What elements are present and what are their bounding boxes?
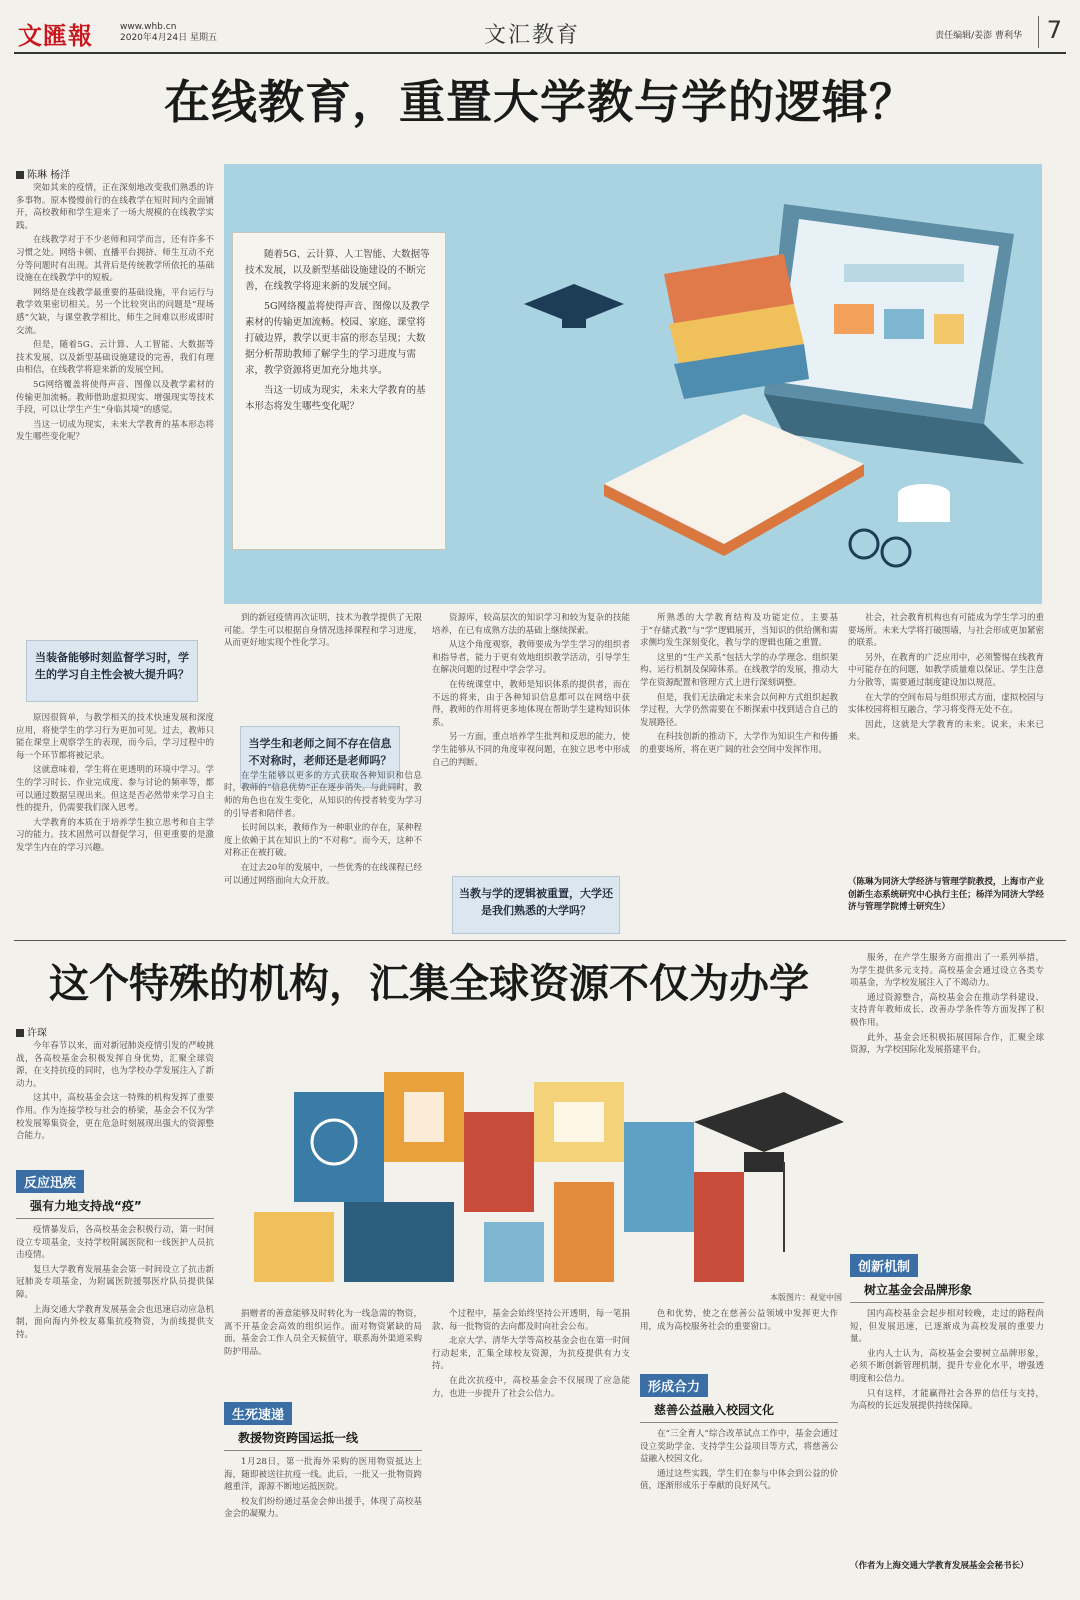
mortarboard-shape <box>694 1092 844 1152</box>
paragraph: 长时间以来，教师作为一种职业的存在，某种程度上依赖于其在知识上的“不对称”。而今天，这种不对称正在被打破。 <box>224 823 422 859</box>
paragraph: 因此，这就是大学教育的未来。说来，未来已来。 <box>848 719 1044 743</box>
paragraph: 在此次抗疫中，高校基金会不仅展现了应急能力，也进一步提升了社会公信力。 <box>432 1375 630 1399</box>
paragraph: 突如其来的疫情，正在深刻地改变我们熟悉的许多事物。原本慢慢前行的在线教学在短时间内全面铺开，高校教师和学生迎来了一场大规模的在线教学实践。 <box>16 183 214 231</box>
masthead <box>14 14 1066 54</box>
intro-paragraph: 随着5G、云计算、人工智能、大数据等技术发展，以及新型基础设施建设的不断完善，在线教学将迎来新的发展空间。 <box>245 249 430 292</box>
paragraph: 此外，基金会还积极拓展国际合作，汇聚全球资源，为学校国际化发展搭建平台。 <box>850 1032 1044 1056</box>
article2-column-d <box>640 1428 838 1590</box>
paragraph: 在学生能够以更多的方式获取各种知识和信息时，教师的“信息优势”正在逐步消失。与此同时，教师的角色也在发生变化，从知识的传授者转变为学习的引导者和陪伴者。 <box>224 770 422 819</box>
article2-column-right <box>850 952 1044 1242</box>
editors-credit: 责任编辑/姜澎 曹利华 <box>935 31 1022 41</box>
section-subtitle: 教援物资跨国运抵一线 <box>224 1429 422 1451</box>
section-subtitle: 树立基金会品牌形象 <box>850 1281 1044 1303</box>
paragraph: 大学教育的本质在于培养学生独立思考和自主学习的能力。技术固然可以督促学习，但更重要的是激发学生内在的学习兴趣。 <box>16 817 214 853</box>
paragraph: 资源库，较高层次的知识学习和较为复杂的技能培养，在已有成熟方法的基础上继续探索。 <box>432 613 630 636</box>
pull-quote: 当学生和老师之间不存在信息不对称时，老师还是老师吗？ <box>240 726 400 788</box>
article1-column-e <box>640 612 838 932</box>
article2-column-right-b <box>850 1308 1044 1548</box>
paragraph: 通过这些实践，学生们在参与中体会到公益的价值，逐渐形成乐于奉献的良好风气。 <box>640 1468 838 1492</box>
section-header <box>640 1374 838 1423</box>
paragraph: 这里的“生产关系”包括大学的办学理念、组织架构、运行机制及保障体系。在线教学的发展，推动大学在资源配置和管理方式上进行深刻调整。 <box>640 652 838 688</box>
pull-quote: 当装备能够时刻监督学习时，学生的学习自主性会被大提升吗？ <box>26 640 198 702</box>
article2-headline: 这个特殊的机构，汇集全球资源不仅为办学 <box>49 960 809 1007</box>
issue-date: 2020年4月24日 星期五 <box>120 33 217 43</box>
paragraph: 这其中，高校基金会这一特殊的机构发挥了重要作用。作为连接学校与社会的桥梁，基金会不仅为学校发展筹集资金，更在危急时刻展现出强大的资源整合能力。 <box>16 1093 214 1142</box>
site-url: www.whb.cn <box>120 22 177 32</box>
paragraph: 这就意味着，学生将在更透明的环境中学习。学生的学习时长、作业完成度、参与讨论的频率等，都可以通过数据呈现出来。但这是否必然带来学习自主性的提升，仍需要我们深入思考。 <box>16 765 214 814</box>
paragraph: 业内人士认为，高校基金会要树立品牌形象，必须不断创新管理机制，提升专业化水平，增强透明度和公信力。 <box>850 1348 1044 1384</box>
newspaper-logo: 文匯報 <box>18 21 93 50</box>
paragraph: 只有这样，才能赢得社会各界的信任与支持，为高校的长远发展提供持续保障。 <box>850 1388 1044 1412</box>
paragraph: 在过去20年的发展中，一些优秀的在线课程已经可以通过网络面向大众开放。 <box>224 862 422 886</box>
section-subtitle: 慈善公益融入校园文化 <box>640 1401 838 1423</box>
section-tag: 形成合力 <box>640 1374 708 1397</box>
section-tag: 生死速递 <box>224 1402 292 1425</box>
paragraph: 在“三全育人”综合改革试点工作中，基金会通过设立奖助学金、支持学生公益项目等方式，将慈善公益融入校园文化。 <box>640 1429 838 1465</box>
paragraph: 在科技创新的推动下，大学作为知识生产和传播的重要场所，将在更广阔的社会空间中发挥作用。 <box>640 732 838 755</box>
paragraph: 色和优势，使之在慈善公益领域中发挥更大作用，成为高校服务社会的重要窗口。 <box>640 1309 838 1332</box>
paragraph: 国内高校基金会起步相对较晚，走过的路程尚短，但发展迅速，已逐渐成为高校发展的重要力量。 <box>850 1309 1044 1345</box>
paragraph: 所熟悉的大学教育结构及功能定位，主要基于“存储式教”与“学”逻辑展开，当知识的供给侧和需求侧均发生深刻变化，教与学的逻辑也随之重置。 <box>640 613 838 649</box>
article1-column-f <box>848 612 1044 872</box>
section-tag: 反应迅疾 <box>16 1170 84 1193</box>
article2-column-b-top <box>224 1308 422 1388</box>
paragraph: 疫情暴发后，各高校基金会积极行动，第一时间设立专项基金，支持学校附属医院和一线医护人员抗击疫情。 <box>16 1225 214 1261</box>
paragraph: 但是，随着5G、云计算、人工智能、大数据等技术发展，以及新型基础设施建设的完善，我们有理由相信，在线教学将迎来新的发展空间。 <box>16 340 214 376</box>
paragraph: 另外，在教育的广泛应用中，必须警惕在线教育中可能存在的问题，如教学质量难以保证、学生注意力分散等，需要通过制度建设加以规范。 <box>848 652 1044 688</box>
paragraph: 原因很简单，与教学相关的技术快速发展和深度应用，将使学生的学习行为更加可见。过去，教师只能在课堂上观察学生的表现，而今后，学习过程中的每一个环节都将被记录。 <box>16 713 214 761</box>
article-separator <box>14 940 1066 941</box>
section-header <box>224 1402 422 1451</box>
section-title: 文汇教育 <box>484 23 581 48</box>
paragraph: 北京大学、清华大学等高校基金会也在第一时间行动起来，汇集全球校友资源，为抗疫提供有力支持。 <box>432 1336 630 1372</box>
article2-column-c <box>432 1308 630 1590</box>
section-tag: 创新机制 <box>850 1254 918 1277</box>
article2-column-b <box>224 1456 422 1590</box>
paragraph: 在传统课堂中，教师是知识体系的提供者，而在不远的将来，由于各种知识信息都可以在网络中获得，教师的作用将更多地体现在帮助学生建构知识体系。 <box>432 679 630 728</box>
paragraph: 在线教学对于不少老师和同学而言，还有许多不习惯之处。网络卡顿、直播平台拥挤、师生互动不充分等问题时有出现。其背后是传统教学所依托的基础设施在在线教学中的短板。 <box>16 235 214 284</box>
paragraph: 从这个角度观察，教师要成为学生学习的组织者和指导者，能力于更有效地组织教学活动，引导学生在解决问题的过程中学会学习。 <box>432 640 630 676</box>
paragraph: 但是，我们无法确定未来会以何种方式组织起教学过程，大学仍然需要在不断探索中找到适合自己的发展路径。 <box>640 692 838 728</box>
section-header <box>16 1170 214 1219</box>
article1-headline: 在线教育，重置大学教与学的逻辑？ <box>164 75 916 129</box>
article2-column-a <box>16 1224 214 1590</box>
article1-author-note: （陈琳为同济大学经济与管理学院教授，上海市产业创新生态系统研究中心执行主任；杨洋为同济大学经济与管理学院博士研究生） <box>848 877 1044 913</box>
article2-lead <box>16 1040 214 1160</box>
illustration-credit: 本版图片：视觉中国 <box>770 1293 842 1302</box>
paragraph: 个过程中，基金会始终坚持公开透明，每一笔捐款、每一批物资的去向都及时向社会公布。 <box>432 1309 630 1332</box>
article1-column-lead <box>16 182 214 612</box>
site-meta <box>120 22 217 44</box>
article2-byline: 许琛 <box>16 1024 47 1039</box>
intro-paragraph: 当这一切成为现实，未来大学教育的基本形态将发生哪些变化呢？ <box>245 385 426 412</box>
paragraph: 上海交通大学教育发展基金会也迅速启动应急机制，面向海内外校友募集抗疫物资，为前线提供支持。 <box>16 1304 214 1340</box>
paragraph: 捐赠者的善意能够及时转化为一线急需的物资，离不开基金会高效的组织运作。面对物资紧缺的局面，基金会工作人员全天候值守，联系海外渠道采购防护用品。 <box>224 1309 422 1357</box>
education-icons-illustration <box>224 1052 844 1302</box>
paragraph: 1月28日，第一批海外采购的医用物资抵达上海，随即被送往抗疫一线。此后，一批又一批物资跨越重洋，源源不断地运抵医院。 <box>224 1457 422 1493</box>
paragraph: 当这一切成为现实，未来大学教育的基本形态将发生哪些变化呢？ <box>16 419 214 443</box>
article1-byline: 陈琳 杨洋 <box>16 166 70 181</box>
article1-intro-box <box>232 232 446 550</box>
article1-column-d <box>432 612 630 872</box>
paragraph: 复旦大学教育发展基金会第一时间设立了抗击新冠肺炎专项基金，为附属医院援鄂医疗队员提供保障。 <box>16 1264 214 1300</box>
article2-author-note: （作者为上海交通大学教育发展基金会秘书长） <box>850 1561 1029 1571</box>
section-subtitle: 强有力地支持战“疫” <box>16 1197 214 1219</box>
paragraph: 到的新冠疫情再次证明，技术为教学提供了无限可能。学生可以根据自身情况选择课程和学习进度，从而更好地实现个性化学习。 <box>224 613 422 649</box>
paragraph: 5G网络覆盖将使得声音、图像以及教学素材的传输更加流畅。教师借助虚拟现实、增强现实等技术手段，可以让学生产生“身临其境”的感觉。 <box>16 379 214 416</box>
paragraph: 网络是在线教学最重要的基础设施，平台运行与教学效果密切相关。另一个比较突出的问题是“现场感”欠缺，与课堂教学相比，师生之间难以形成即时交流。 <box>16 287 214 336</box>
paragraph: 校友们纷纷通过基金会伸出援手，体现了高校基金会的凝聚力。 <box>224 1496 422 1520</box>
intro-paragraph: 5G网络覆盖将使得声音、图像以及教学素材的传输更加流畅。校园、家庭、课堂将打破边界，教学以更丰富的形态呈现；大数据分析帮助教师了解学生的学习进度与需求，教学资源将更加充分地共享。 <box>245 301 430 376</box>
paragraph: 在大学的空间布局与组织形式方面，虚拟校园与实体校园将相互融合，学习将变得无处不在。 <box>848 692 1044 716</box>
block-shape <box>294 1092 384 1202</box>
paragraph: 社会，社会教育机构也有可能成为学生学习的重要场所。未来大学将打破围墙，与社会形成更加紧密的联系。 <box>848 613 1044 649</box>
pull-quote: 当教与学的逻辑被重置，大学还是我们熟悉的大学吗？ <box>452 876 620 934</box>
paragraph: 服务，在产学生服务方面推出了一系列举措，为学生提供多元支持。高校基金会通过设立各类专项基金，为学校发展注入了不竭动力。 <box>850 953 1044 989</box>
article1-column-c <box>224 612 422 932</box>
paragraph: 通过资源整合，高校基金会在推动学科建设、支持青年教师成长、改善办学条件等方面发挥了积极作用。 <box>850 992 1044 1028</box>
article1-column-b <box>16 712 214 932</box>
paragraph: 今年春节以来，面对新冠肺炎疫情引发的严峻挑战，各高校基金会积极发挥自身优势，汇聚全球资源，在支持抗疫的同时，也为学校办学发展注入了新动力。 <box>16 1041 214 1089</box>
section-header <box>850 1254 1044 1303</box>
page-number: 7 <box>1038 16 1062 48</box>
paragraph: 另一方面，重点培养学生批判和反思的能力，使学生能够从不同的角度审视问题，在独立思考中形成自己的判断。 <box>432 732 630 768</box>
illustration2-svg <box>224 1052 844 1302</box>
article2-column-d-top <box>640 1308 838 1368</box>
